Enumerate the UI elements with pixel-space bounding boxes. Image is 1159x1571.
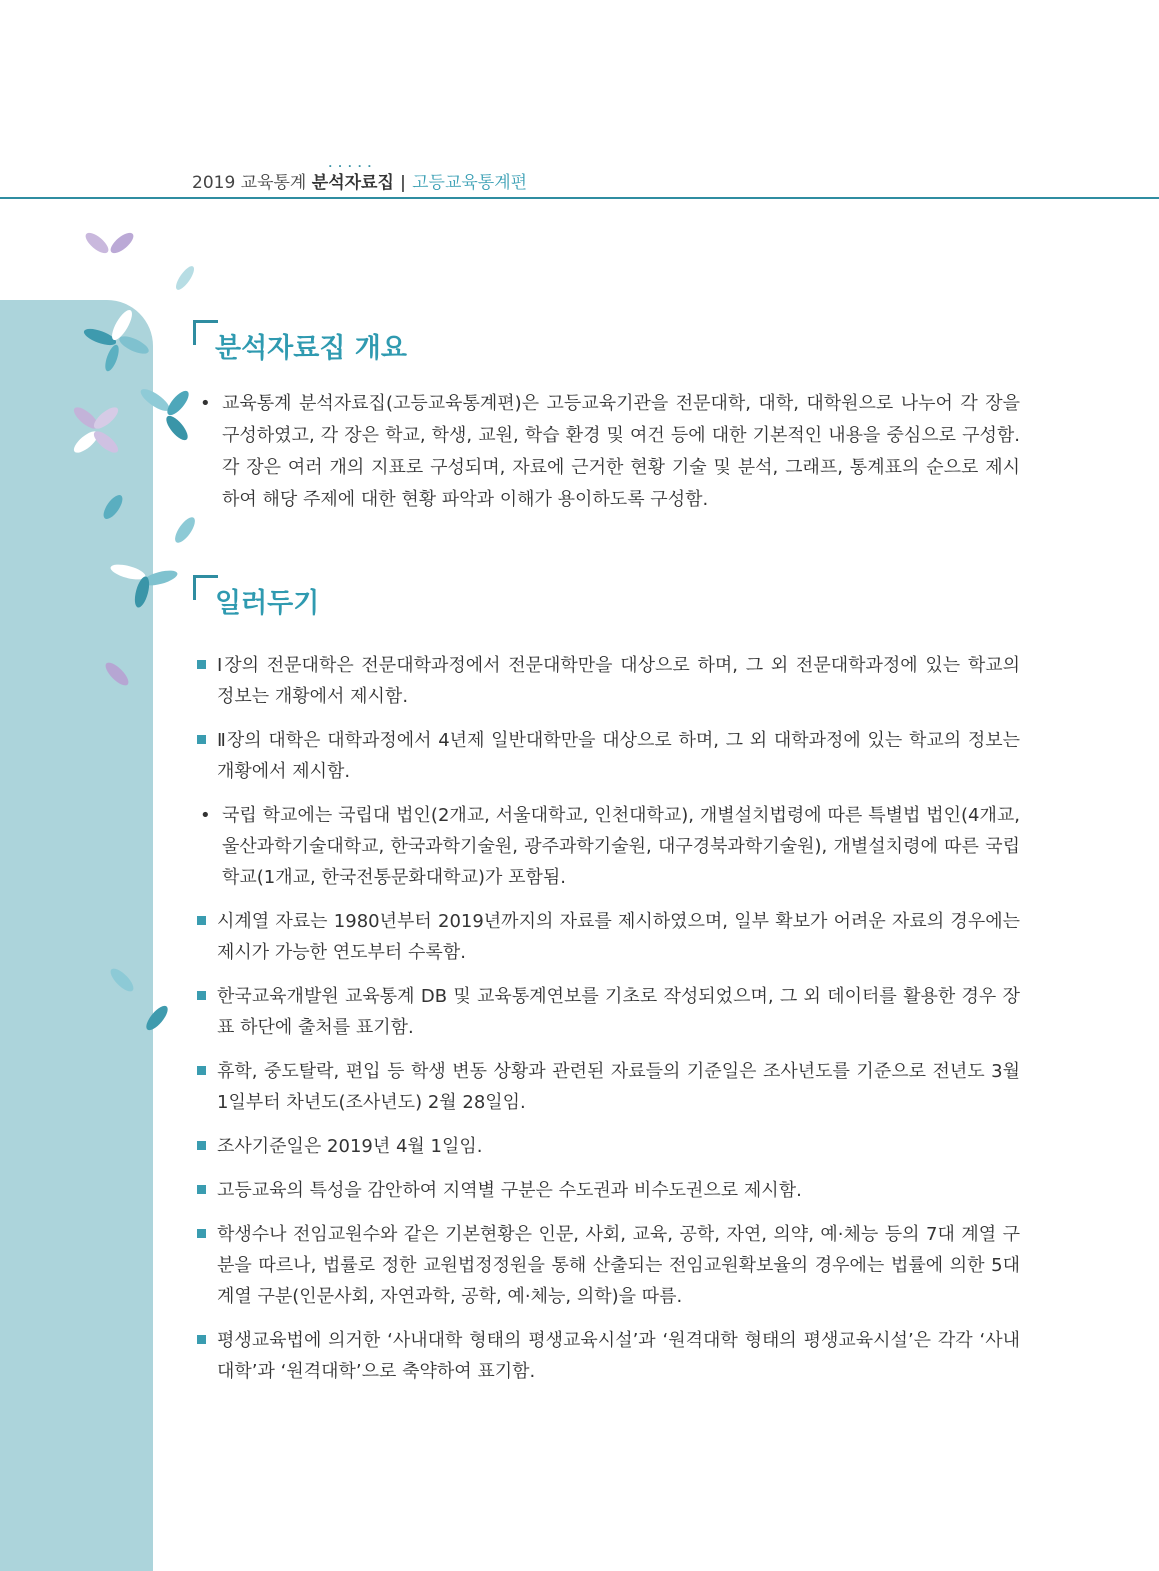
note-text: 학생수나 전임교원수와 같은 기본현황은 인문, 사회, 교육, 공학, 자연, 의약, 예·체능 등의 7대 계열 구분을 따르나, 법률로 정한 교원법정정원을 통해 산출되는 전임교원확보율의 경우에는 법률에 의한 5대 계열 구분(인문사회, 자연과학, 공학, 예·체능, 의학)을 따름. [217, 1224, 1020, 1307]
section-title-notes [193, 581, 319, 620]
header-bold-title-text: 분석자료집 [311, 173, 394, 193]
list-item [194, 1056, 1020, 1118]
square-bullet-icon [197, 991, 206, 1000]
list-item [194, 981, 1020, 1043]
bracket-icon [193, 575, 218, 600]
square-bullet-icon [197, 1185, 206, 1194]
square-bullet-icon [197, 916, 206, 925]
list-item [194, 725, 1020, 787]
bullet-dot-icon: • [200, 805, 211, 826]
list-item [194, 1219, 1020, 1312]
section-title-overview-text: 분석자료집 개요 [215, 333, 407, 364]
square-bullet-icon [197, 1066, 206, 1075]
square-bullet-icon [197, 1335, 206, 1344]
square-bullet-icon [197, 660, 206, 669]
header-subtitle: 고등교육통계편 [412, 173, 528, 193]
header-bold-title [311, 159, 394, 193]
section-title-overview [193, 326, 407, 365]
note-text: 휴학, 중도탈락, 편입 등 학생 변동 상황과 관련된 자료들의 기준일은 조사년도를 기준으로 전년도 3월 1일부터 차년도(조사년도) 2월 28일임. [217, 1061, 1020, 1113]
note-text: Ⅱ장의 대학은 대학과정에서 4년제 일반대학만을 대상으로 하며, 그 외 대학과정에 있는 학교의 정보는 개황에서 제시함. [217, 730, 1020, 782]
square-bullet-icon [197, 1141, 206, 1150]
header-separator: | [399, 173, 407, 193]
bullet-dot-icon: • [200, 393, 211, 414]
note-text: 시계열 자료는 1980년부터 2019년까지의 자료를 제시하였으며, 일부 확보가 어려운 자료의 경우에는 제시가 가능한 연도부터 수록함. [217, 911, 1020, 963]
square-bullet-icon [197, 735, 206, 744]
list-item [194, 1325, 1020, 1387]
list-item [194, 906, 1020, 968]
note-text: Ⅰ장의 전문대학은 전문대학과정에서 전문대학만을 대상으로 하며, 그 외 전문대학과정에 있는 학교의 정보는 개황에서 제시함. [217, 655, 1020, 707]
overview-paragraph [200, 388, 1020, 516]
header-year-prefix: 2019 교육통계 [192, 173, 312, 193]
list-item [194, 650, 1020, 712]
list-item [194, 800, 1020, 893]
note-text: 평생교육법에 의거한 ‘사내대학 형태의 평생교육시설’과 ‘원격대학 형태의 평생교육시설’은 각각 ‘사내대학’과 ‘원격대학’으로 축약하여 표기함. [217, 1330, 1020, 1382]
note-text: 고등교육의 특성을 감안하여 지역별 구분은 수도권과 비수도권으로 제시함. [217, 1180, 802, 1201]
list-item [194, 1175, 1020, 1206]
notes-list [194, 650, 1020, 1400]
emphasis-dots: ..... [328, 159, 378, 170]
list-item [194, 1131, 1020, 1162]
section-title-notes-text: 일러두기 [215, 588, 320, 619]
square-bullet-icon [197, 1229, 206, 1238]
overview-text: 교육통계 분석자료집(고등교육통계편)은 고등교육기관을 전문대학, 대학, 대학원으로 나누어 각 장을 구성하였고, 각 장은 학교, 학생, 교원, 학습 환경 및 여건 등에 대한 기본적인 내용을 중심으로 구성함. 각 장은 여러 개의 지표로 구성되며, 자료에 근거한 현황 기술 및 분석, 그래프, 통계표의 순으로 제시하여 해당 주제에 대한 현황 파악과 이해가 용이하도록 구성함. [222, 393, 1020, 510]
bracket-icon [193, 320, 218, 345]
note-text: 조사기준일은 2019년 4월 1일임. [217, 1136, 483, 1157]
note-text: 한국교육개발원 교육통계 DB 및 교육통계연보를 기초로 작성되었으며, 그 외 데이터를 활용한 경우 장표 하단에 출처를 표기함. [217, 986, 1020, 1038]
note-text: 국립 학교에는 국립대 법인(2개교, 서울대학교, 인천대학교), 개별설치법령에 따른 특별법 법인(4개교, 울산과학기술대학교, 한국과학기술원, 광주과학기술원, 대구경북과학기술원), 개별설치령에 따른 국립학교(1개교, 한국전통문화대학교)가 포함됨. [222, 805, 1020, 888]
